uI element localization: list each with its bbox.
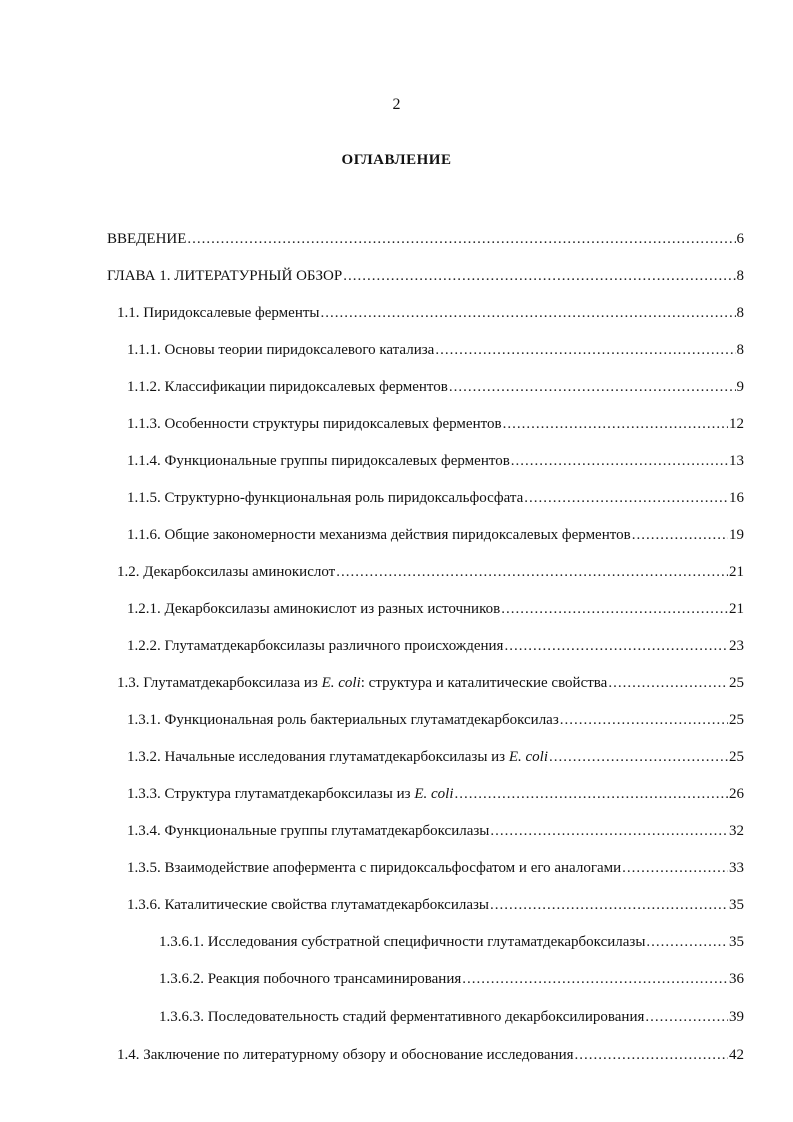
toc-entry-1-3-5: [127, 859, 744, 877]
toc-entry-1-3-6-2: [159, 970, 744, 988]
toc-leader-dots: [503, 415, 728, 433]
toc-entry-label: 1.2.2. Глутаматдекарбоксилазы различного происхождения: [127, 638, 504, 654]
toc-entry-label: 1.3.6. Каталитические свойства глутаматдекарбоксилазы: [127, 897, 489, 913]
toc-entry-label: 1.1.5. Структурно-функциональная роль пиридоксальфосфата: [127, 490, 524, 506]
toc-label-part: : структура и каталитические свойства: [360, 675, 608, 691]
toc-entry-1-3-4: [127, 822, 744, 840]
toc-leader-dots: [490, 822, 728, 840]
toc-entry-1-3-1: [127, 711, 744, 729]
toc-entry-page: 16: [729, 490, 744, 506]
organism-name: E. coli: [414, 786, 454, 802]
toc-entry-label: [117, 674, 607, 692]
toc-leader-dots: [511, 452, 728, 470]
toc-entry-1-1: [117, 304, 744, 322]
toc-entry-page: 36: [729, 971, 744, 987]
toc-entry-1-1-4: [127, 452, 744, 470]
toc-entry-page: 12: [729, 416, 744, 432]
toc-entry-page: 9: [736, 379, 744, 395]
toc-entry-label: 1.3.6.2. Реакция побочного трансаминирования: [159, 971, 462, 987]
page-number: 2: [392, 96, 401, 113]
toc-leader-dots: [575, 1046, 728, 1064]
toc-leader-dots: [501, 600, 728, 618]
toc-leader-dots: [462, 970, 728, 988]
toc-leader-dots: [336, 563, 728, 581]
toc-entry-1-3-6-3: [159, 1008, 744, 1026]
toc-entry-page: 13: [729, 453, 744, 469]
toc-entry-label: [127, 785, 454, 803]
toc-entry-label: 1.1.3. Особенности структуры пиридоксалевых ферментов: [127, 416, 502, 432]
toc-entry-page: 33: [729, 860, 744, 876]
toc-entry-1-3-3: [127, 785, 744, 803]
toc-entry-1-3: [117, 674, 744, 692]
toc-leader-dots: [549, 748, 728, 766]
toc-entry-page: 6: [736, 231, 744, 247]
toc-leader-dots: [343, 267, 735, 285]
toc-entry-label: 1.3.5. Взаимодействие апофермента с пиридоксальфосфатом и его аналогами: [127, 860, 622, 876]
toc-entry-label: 1.1.1. Основы теории пиридоксалевого катализа: [127, 342, 435, 358]
toc-entry-label: 1.3.4. Функциональные группы глутаматдекарбоксилазы: [127, 823, 490, 839]
page-title: ОГЛАВЛЕНИЕ: [341, 152, 452, 168]
toc-entry-label: 1.2. Декарбоксилазы аминокислот: [117, 564, 336, 580]
toc-leader-dots: [449, 378, 736, 396]
toc-leader-dots: [560, 711, 728, 729]
toc-entry-1-2: [117, 563, 744, 581]
toc-entry-page: 8: [736, 342, 744, 358]
toc-entry-page: 19: [729, 527, 744, 543]
toc-label-part: 1.3.2. Начальные исследования глутаматдекарбоксилазы из: [127, 749, 509, 765]
toc-entry-page: 39: [729, 1009, 744, 1025]
toc-entry-page: 25: [729, 749, 744, 765]
toc-leader-dots: [524, 489, 728, 507]
toc-entry-1-2-2: [127, 637, 744, 655]
toc-entry-chapter-1: [107, 267, 744, 285]
toc-entry-label: 1.1.6. Общие закономерности механизма действия пиридоксалевых ферментов: [127, 527, 631, 543]
toc-entry-page: 8: [736, 268, 744, 284]
toc-entry-page: 26: [729, 786, 744, 802]
toc-leader-dots: [504, 637, 728, 655]
toc-entry-label: 1.3.6.3. Последовательность стадий ферментативного декарбоксилирования: [159, 1009, 645, 1025]
toc-entry-introduction: [107, 230, 744, 248]
toc-entry-page: 32: [729, 823, 744, 839]
toc-entry-1-4: [117, 1046, 744, 1064]
toc-entry-page: 8: [736, 305, 744, 321]
toc-entry-label: 1.3.1. Функциональная роль бактериальных глутаматдекарбоксилаз: [127, 712, 559, 728]
toc-label-part: 1.3. Глутаматдекарбоксилаза из: [117, 675, 322, 691]
toc-entry-1-1-2: [127, 378, 744, 396]
toc-entry-page: 21: [729, 601, 744, 617]
toc-entry-label: 1.3.6.1. Исследования субстратной специфичности глутаматдекарбоксилазы: [159, 934, 646, 950]
toc-entry-label: ВВЕДЕНИЕ: [107, 231, 187, 247]
toc-entry-label: 1.4. Заключение по литературному обзору и обоснование исследования: [117, 1047, 574, 1063]
organism-name: E. coli: [508, 749, 549, 765]
toc-leader-dots: [490, 896, 728, 914]
toc-entry-label: 1.1.2. Классификации пиридоксалевых ферментов: [127, 379, 448, 395]
organism-name: E. coli: [321, 675, 361, 691]
toc-leader-dots: [608, 674, 728, 692]
toc-entry-1-1-1: [127, 341, 744, 359]
toc-entry-label: 1.1. Пиридоксалевые ферменты: [117, 305, 320, 321]
toc-leader-dots: [187, 230, 735, 248]
toc-entry-1-1-3: [127, 415, 744, 433]
toc-entry-1-2-1: [127, 600, 744, 618]
toc-entry-label: [127, 748, 548, 766]
toc-label-part: 1.3.3. Структура глутаматдекарбоксилазы из: [127, 786, 415, 802]
toc-entry-1-1-6: [127, 526, 744, 544]
toc-entry-label: 1.2.1. Декарбоксилазы аминокислот из разных источников: [127, 601, 501, 617]
toc-entry-page: 35: [729, 897, 744, 913]
toc-entry-page: 25: [729, 675, 744, 691]
toc-entry-1-3-2: [127, 748, 744, 766]
toc-entry-label: 1.1.4. Функциональные группы пиридоксалевых ферментов: [127, 453, 510, 469]
toc-entry-page: 35: [729, 934, 744, 950]
toc-entry-1-1-5: [127, 489, 744, 507]
toc-leader-dots: [646, 933, 728, 951]
toc-entry-1-3-6-1: [159, 933, 744, 951]
toc-entry-page: 23: [729, 638, 744, 654]
toc-entry-label: ГЛАВА 1. ЛИТЕРАТУРНЫЙ ОБЗОР: [107, 268, 343, 284]
toc-leader-dots: [321, 304, 736, 322]
toc-leader-dots: [645, 1008, 728, 1026]
toc-leader-dots: [455, 785, 729, 803]
toc-leader-dots: [622, 859, 728, 877]
toc-leader-dots: [435, 341, 735, 359]
toc-leader-dots: [632, 526, 728, 544]
toc-entry-page: 21: [729, 564, 744, 580]
toc-entry-page: 42: [729, 1047, 744, 1063]
toc-entry-page: 25: [729, 712, 744, 728]
toc-entry-1-3-6: [127, 896, 744, 914]
